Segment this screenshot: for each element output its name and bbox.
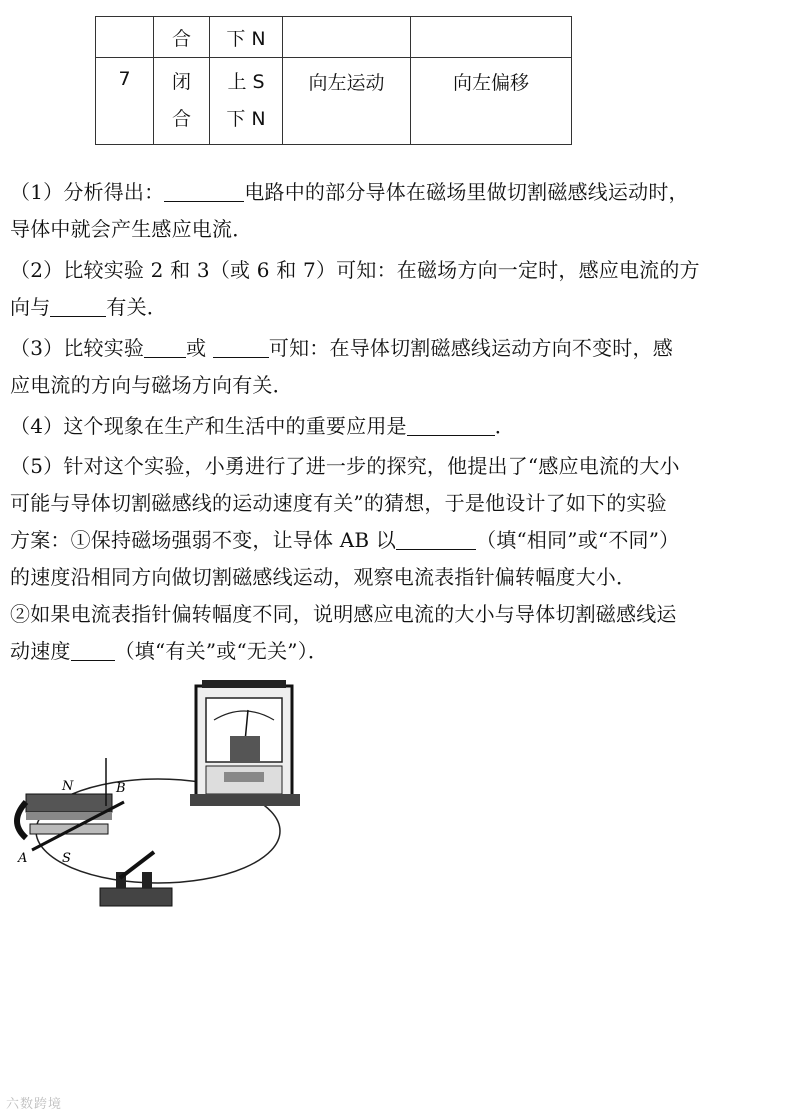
label-s: S (62, 851, 71, 866)
galvanometer (190, 680, 300, 806)
question-text: 可能与导体切割磁感线的运动速度有关”的猜想，于是他设计了如下的实验 (10, 491, 667, 515)
label-n: N (62, 779, 74, 794)
experiment-table (95, 16, 572, 145)
table-row (96, 58, 572, 145)
table-cell (283, 17, 411, 58)
question-text: 方案：①保持磁场强弱不变，让导体 AB 以 (10, 528, 397, 552)
answer-blank[interactable] (164, 179, 244, 202)
question-text: 动速度 (10, 639, 71, 663)
question-text: ②如果电流表指针偏转幅度不同，说明感应电流的大小与导体切割磁感线运 (10, 602, 677, 626)
label-b: B (116, 781, 126, 796)
magnet-text-1: 上 S (227, 71, 265, 93)
question-text: （填“有关”或“无关”）． (114, 639, 329, 663)
question-text: （3）比较实验 (10, 336, 145, 360)
switch-text-2: 合 (171, 108, 191, 130)
table-cell: 下 N (210, 17, 283, 58)
question-text: （1）分析得出： (10, 180, 165, 204)
question-text: 可知：在导体切割磁感线运动方向不变时，感 (268, 336, 673, 360)
watermark: 六数跨境 (6, 1097, 63, 1112)
question-text: 或 (186, 336, 207, 360)
table-cell-number: 7 (96, 58, 154, 145)
question-text: （5）针对这个实验，小勇进行了进一步的探究，他提出了“感应电流的大小 (10, 454, 680, 478)
answer-blank[interactable] (144, 335, 186, 358)
table-cell-switch (154, 58, 210, 145)
table-cell: 合 (154, 17, 210, 58)
question-1 (10, 174, 788, 248)
answer-blank[interactable] (71, 638, 115, 661)
question-text: 向与 (10, 295, 51, 319)
switch-text-1: 闭 (171, 71, 191, 93)
question-4 (10, 408, 788, 445)
table-cell (411, 17, 572, 58)
experiment-apparatus-figure (8, 676, 308, 912)
question-text: 有关． (106, 295, 168, 319)
question-text: （2）比较实验 2 和 3（或 6 和 7）可知：在磁场方向一定时，感应电流的方 (10, 258, 700, 282)
question-text: 应电流的方向与磁场方向有关． (10, 373, 293, 397)
question-text: （填“相同”或“不同”） (476, 528, 680, 552)
table-cell-motion: 向左运动 (283, 58, 411, 145)
question-text: （4）这个现象在生产和生活中的重要应用是 (10, 414, 407, 438)
answer-blank[interactable] (50, 294, 106, 317)
answer-blank[interactable] (396, 527, 476, 550)
question-text: ． (494, 414, 515, 438)
question-text: 导体中就会产生感应电流． (10, 217, 253, 241)
question-3 (10, 330, 788, 404)
question-5 (10, 448, 788, 670)
question-text: 的速度沿相同方向做切割磁感线运动，观察电流表指针偏转幅度大小． (10, 565, 637, 589)
answer-blank[interactable] (407, 413, 495, 436)
table-cell-deflection: 向左偏移 (411, 58, 572, 145)
label-a: A (18, 851, 28, 866)
answer-blank[interactable] (213, 335, 269, 358)
question-2 (10, 252, 788, 326)
question-text: 电路中的部分导体在磁场里做切割磁感线运动时， (244, 180, 689, 204)
horseshoe-magnet (17, 758, 112, 838)
magnet-text-2: 下 N (226, 108, 266, 130)
table-row (96, 17, 572, 58)
table-cell (96, 17, 154, 58)
table-cell-magnet (210, 58, 283, 145)
